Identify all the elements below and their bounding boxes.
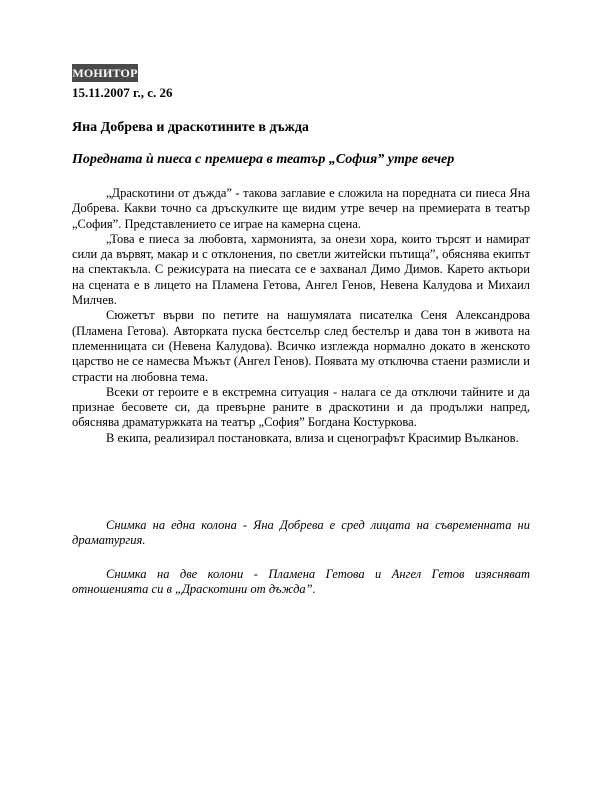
paragraph: В екипа, реализирал постановката, влиза и сценографът Красимир Вълканов. (106, 430, 519, 445)
photo-captions (72, 518, 530, 615)
article-headline: Яна Добрева и драскотините в дъжда (72, 120, 309, 135)
newspaper-logo (72, 64, 138, 82)
paragraph: Всеки от героите е в екстремна ситуация - налага се да отключи тайните и да признае бесовете си, да превърне раните в драскотини и да продължи напред, обяснява драматуржката на театър „София” Богдана Костуркова. (72, 384, 530, 430)
paragraph: Сюжетът върви по петите на нашумялата писателка Сеня Александрова (Пламена Гетова). Авторката пуска бестселър след бестелър и дава тон в живота на племенницата си (Невена Калудова). Всичко изглежда нормално докато в женското царство не се намесва Мъжът (Ангел Генов). Появата му отключва стаени размисли и страсти на любовна тема. (72, 308, 530, 384)
photo-caption: Снимка на две колони - Пламена Гетова и Ангел Гетов изясняват отношенията си в „Драскотини от дъжда”. (72, 566, 530, 596)
photo-caption: Снимка на една колона - Яна Добрева е сред лицата на съвременната ни драматургия. (72, 518, 530, 548)
paragraph: „Това е пиеса за любовта, хармонията, за онези хора, които търсят и намират сили да вървят, макар и с отклонения, по светли житейски пътища”, обяснява екипът на спектакъла. С режисурата на пиесата се е захванал Димо Димов. Карето актьори на сцената е в лицето на Пламена Гетова, Ангел Генов, Невена Калудова и Михаил Милчев. (72, 231, 530, 308)
newspaper-logo-text: МОНИТОР (72, 65, 138, 80)
paragraph: „Драскотини от дъжда” - такова заглавие е сложила на поредната си пиеса Яна Добрева. Какви точно са дръскулките ще видим утре вечер на премиерата в театър „София”. Представлението се играе на камерна сцена. (72, 186, 530, 231)
date-line: 15.11.2007 г., с. 26 (72, 85, 173, 100)
article-subheadline: Поредната ѝ пиеса с премиера в театър „София” утре вечер (72, 152, 455, 167)
article-body (72, 186, 530, 446)
